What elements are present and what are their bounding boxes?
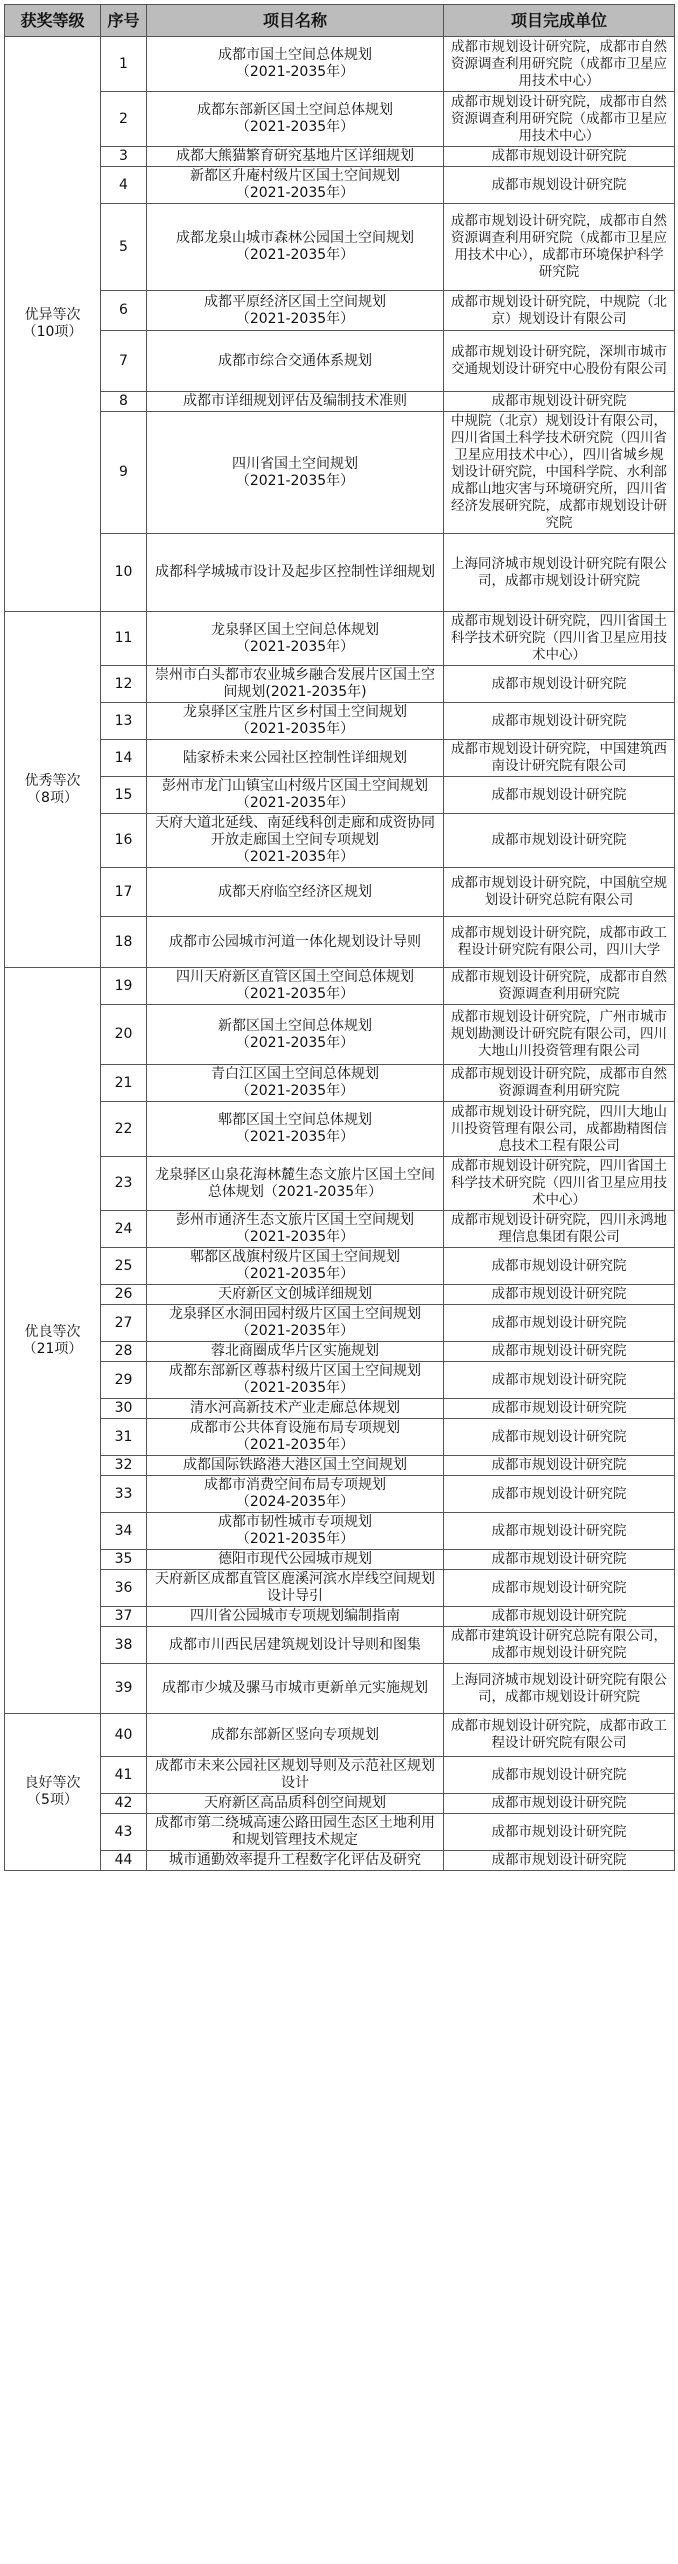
unit-cell: 成都市规划设计研究院，广州市城市规划勘测设计研究院有限公司，四川大地山川投资管理有限公司 <box>444 1005 675 1065</box>
grade-cell: 优良等次 （21项） <box>5 968 101 1714</box>
number-cell: 33 <box>101 1476 147 1513</box>
number-cell: 22 <box>101 1102 147 1157</box>
number-cell: 5 <box>101 204 147 291</box>
project-name-cell: 成都天府临空经济区规划 <box>147 868 444 917</box>
table-row <box>5 204 675 291</box>
table-row <box>5 1305 675 1342</box>
grade-cell: 良好等次 （5项） <box>5 1714 101 1871</box>
table-row <box>5 1794 675 1814</box>
table-row <box>5 331 675 392</box>
project-name-cell: 彭州市龙门山镇宝山村级片区国土空间规划（2021-2035年） <box>147 777 444 814</box>
unit-cell: 成都市规划设计研究院 <box>444 1794 675 1814</box>
project-name-cell: 成都东部新区国土空间总体规划 （2021-2035年） <box>147 92 444 147</box>
project-name-cell: 成都科学城城市设计及起步区控制性详细规划 <box>147 534 444 612</box>
number-cell: 13 <box>101 703 147 740</box>
table-row <box>5 412 675 534</box>
table-row <box>5 37 675 92</box>
table-row <box>5 1607 675 1627</box>
unit-cell: 成都市规划设计研究院，成都市政工程设计研究院有限公司 <box>444 1714 675 1757</box>
number-cell: 34 <box>101 1513 147 1550</box>
number-cell: 41 <box>101 1757 147 1794</box>
number-cell: 21 <box>101 1065 147 1102</box>
unit-cell: 成都市规划设计研究院 <box>444 1399 675 1419</box>
project-name-cell: 成都东部新区尊恭村级片区国土空间规划 （2021-2035年） <box>147 1362 444 1399</box>
number-cell: 43 <box>101 1814 147 1851</box>
project-name-cell: 新都区国土空间总体规划 （2021-2035年） <box>147 1005 444 1065</box>
unit-cell: 成都市规划设计研究院 <box>444 814 675 868</box>
table-row <box>5 814 675 868</box>
project-name-cell: 龙泉驿区宝胜片区乡村国土空间规划 （2021-2035年） <box>147 703 444 740</box>
table-row <box>5 1362 675 1399</box>
project-name-cell: 蓉北商圈成华片区实施规划 <box>147 1342 444 1362</box>
project-name-cell: 四川天府新区直管区国土空间总体规划 （2021-2035年） <box>147 968 444 1005</box>
project-name-cell: 成都市详细规划评估及编制技术准则 <box>147 392 444 412</box>
table-row <box>5 147 675 167</box>
unit-cell: 成都市规划设计研究院 <box>444 1814 675 1851</box>
table-row <box>5 1476 675 1513</box>
number-cell: 42 <box>101 1794 147 1814</box>
table-row <box>5 167 675 204</box>
number-cell: 7 <box>101 331 147 392</box>
project-name-cell: 成都东部新区竖向专项规划 <box>147 1714 444 1757</box>
unit-cell: 成都市规划设计研究院，成都市自然资源调查利用研究院（成都市卫星应用技术中心） <box>444 37 675 92</box>
unit-cell: 成都市规划设计研究院，四川永鸿地理信息集团有限公司 <box>444 1211 675 1248</box>
table-row <box>5 1570 675 1607</box>
number-cell: 6 <box>101 291 147 331</box>
table-row <box>5 917 675 968</box>
table-row <box>5 1714 675 1757</box>
table-row <box>5 1342 675 1362</box>
project-name-cell: 成都市国土空间总体规划 （2021-2035年） <box>147 37 444 92</box>
table-row <box>5 666 675 703</box>
table-row <box>5 703 675 740</box>
number-cell: 26 <box>101 1285 147 1305</box>
unit-cell: 成都市规划设计研究院 <box>444 1851 675 1871</box>
unit-cell: 成都市规划设计研究院 <box>444 1476 675 1513</box>
awards-table <box>4 4 675 1871</box>
table-row <box>5 1513 675 1550</box>
number-cell: 8 <box>101 392 147 412</box>
number-cell: 15 <box>101 777 147 814</box>
number-cell: 30 <box>101 1399 147 1419</box>
number-cell: 20 <box>101 1005 147 1065</box>
unit-cell: 成都市规划设计研究院 <box>444 1456 675 1476</box>
project-name-cell: 天府大道北延线、南延线科创走廊和成资协同开放走廊国土空间专项规划 （2021-2035年） <box>147 814 444 868</box>
number-cell: 36 <box>101 1570 147 1607</box>
project-name-cell: 龙泉驿区山泉花海林麓生态文旅片区国土空间总体规划（2021-2035年） <box>147 1157 444 1211</box>
project-name-cell: 龙泉驿区国土空间总体规划 （2021-2035年） <box>147 612 444 666</box>
table-row <box>5 868 675 917</box>
unit-cell: 成都市规划设计研究院，成都市自然资源调查利用研究院（成都市卫星应用技术中心），成都市环境保护科学研究院 <box>444 204 675 291</box>
unit-cell: 成都市规划设计研究院 <box>444 777 675 814</box>
project-name-cell: 郫都区国土空间总体规划 （2021-2035年） <box>147 1102 444 1157</box>
number-cell: 4 <box>101 167 147 204</box>
unit-cell: 成都市规划设计研究院 <box>444 1362 675 1399</box>
header-unit: 项目完成单位 <box>444 5 675 37</box>
unit-cell: 成都市规划设计研究院 <box>444 1248 675 1285</box>
table-row <box>5 968 675 1005</box>
number-cell: 25 <box>101 1248 147 1285</box>
unit-cell: 成都市规划设计研究院 <box>444 147 675 167</box>
project-name-cell: 成都市消费空间布局专项规划 （2024-2035年） <box>147 1476 444 1513</box>
number-cell: 28 <box>101 1342 147 1362</box>
unit-cell: 成都市规划设计研究院 <box>444 1305 675 1342</box>
table-row <box>5 1550 675 1570</box>
number-cell: 31 <box>101 1419 147 1456</box>
project-name-cell: 成都市未来公园社区规划导则及示范社区规划设计 <box>147 1757 444 1794</box>
number-cell: 11 <box>101 612 147 666</box>
number-cell: 16 <box>101 814 147 868</box>
project-name-cell: 清水河高新技术产业走廊总体规划 <box>147 1399 444 1419</box>
unit-cell: 成都市规划设计研究院 <box>444 392 675 412</box>
table-row <box>5 777 675 814</box>
number-cell: 2 <box>101 92 147 147</box>
unit-cell: 成都市规划设计研究院，四川省国土科学技术研究院（四川省卫星应用技术中心） <box>444 1157 675 1211</box>
project-name-cell: 郫都区战旗村级片区国土空间规划 （2021-2035年） <box>147 1248 444 1285</box>
project-name-cell: 城市通勤效率提升工程数字化评估及研究 <box>147 1851 444 1871</box>
project-name-cell: 成都市川西民居建筑规划设计导则和图集 <box>147 1627 444 1664</box>
table-row <box>5 392 675 412</box>
unit-cell: 成都市规划设计研究院，成都市自然资源调查利用研究院 <box>444 968 675 1005</box>
number-cell: 1 <box>101 37 147 92</box>
header-grade: 获奖等级 <box>5 5 101 37</box>
number-cell: 32 <box>101 1456 147 1476</box>
award-body <box>5 37 675 1871</box>
unit-cell: 成都市建筑设计研究总院有限公司，成都市规划设计研究院 <box>444 1627 675 1664</box>
unit-cell: 成都市规划设计研究院，成都市自然资源调查利用研究院 <box>444 1065 675 1102</box>
project-name-cell: 成都市公共体育设施布局专项规划 （2021-2035年） <box>147 1419 444 1456</box>
table-row <box>5 1248 675 1285</box>
table-row <box>5 1065 675 1102</box>
project-name-cell: 新都区升庵村级片区国土空间规划 （2021-2035年） <box>147 167 444 204</box>
number-cell: 24 <box>101 1211 147 1248</box>
unit-cell: 成都市规划设计研究院 <box>444 1342 675 1362</box>
table-row <box>5 1102 675 1157</box>
project-name-cell: 天府新区高品质科创空间规划 <box>147 1794 444 1814</box>
unit-cell: 成都市规划设计研究院 <box>444 1419 675 1456</box>
unit-cell: 成都市规划设计研究院，深圳市城市交通规划设计研究中心股份有限公司 <box>444 331 675 392</box>
table-row <box>5 1399 675 1419</box>
unit-cell: 中规院（北京）规划设计有限公司，四川省国土科学技术研究院（四川省卫星应用技术中心），四川省城乡规划设计研究院，中国科学院、水利部成都山地灾害与环境研究所，四川省经济发展研究院，成都市规划设计研究院 <box>444 412 675 534</box>
unit-cell: 成都市规划设计研究院，成都市自然资源调查利用研究院（成都市卫星应用技术中心） <box>444 92 675 147</box>
unit-cell: 成都市规划设计研究院 <box>444 666 675 703</box>
grade-cell: 优异等次 （10项） <box>5 37 101 612</box>
project-name-cell: 德阳市现代公园城市规划 <box>147 1550 444 1570</box>
project-name-cell: 彭州市通济生态文旅片区国土空间规划 （2021-2035年） <box>147 1211 444 1248</box>
table-row <box>5 534 675 612</box>
project-name-cell: 成都大熊猫繁育研究基地片区详细规划 <box>147 147 444 167</box>
table-row <box>5 1157 675 1211</box>
number-cell: 38 <box>101 1627 147 1664</box>
unit-cell: 成都市规划设计研究院 <box>444 1570 675 1607</box>
unit-cell: 成都市规划设计研究院 <box>444 1285 675 1305</box>
project-name-cell: 成都国际铁路港大港区国土空间规划 <box>147 1456 444 1476</box>
number-cell: 10 <box>101 534 147 612</box>
project-name-cell: 成都市韧性城市专项规划 （2021-2035年） <box>147 1513 444 1550</box>
header-no: 序号 <box>101 5 147 37</box>
number-cell: 35 <box>101 1550 147 1570</box>
grade-cell: 优秀等次 （8项） <box>5 612 101 968</box>
unit-cell: 成都市规划设计研究院，中国航空规划设计研究总院有限公司 <box>444 868 675 917</box>
unit-cell: 成都市规划设计研究院 <box>444 1550 675 1570</box>
unit-cell: 成都市规划设计研究院 <box>444 167 675 204</box>
header-row <box>5 5 675 37</box>
unit-cell: 成都市规划设计研究院，中规院（北京）规划设计有限公司 <box>444 291 675 331</box>
project-name-cell: 成都市综合交通体系规划 <box>147 331 444 392</box>
header-name: 项目名称 <box>147 5 444 37</box>
project-name-cell: 龙泉驿区水洞田园村级片区国土空间规划 （2021-2035年） <box>147 1305 444 1342</box>
table-row <box>5 92 675 147</box>
table-row <box>5 1814 675 1851</box>
project-name-cell: 四川省公园城市专项规划编制指南 <box>147 1607 444 1627</box>
project-name-cell: 成都市少城及骡马市城市更新单元实施规划 <box>147 1664 444 1714</box>
unit-cell: 成都市规划设计研究院，中国建筑西南设计研究院有限公司 <box>444 740 675 777</box>
unit-cell: 成都市规划设计研究院，四川大地山川投资管理有限公司，成都勘精图信息技术工程有限公司 <box>444 1102 675 1157</box>
unit-cell: 成都市规划设计研究院 <box>444 1757 675 1794</box>
project-name-cell: 青白江区国土空间总体规划 （2021-2035年） <box>147 1065 444 1102</box>
table-row <box>5 1456 675 1476</box>
number-cell: 39 <box>101 1664 147 1714</box>
unit-cell: 上海同济城市规划设计研究院有限公司，成都市规划设计研究院 <box>444 534 675 612</box>
unit-cell: 成都市规划设计研究院，四川省国土科学技术研究院（四川省卫星应用技术中心） <box>444 612 675 666</box>
project-name-cell: 天府新区文创城详细规划 <box>147 1285 444 1305</box>
table-row <box>5 1419 675 1456</box>
table-row <box>5 612 675 666</box>
number-cell: 17 <box>101 868 147 917</box>
project-name-cell: 天府新区成都直管区鹿溪河滨水岸线空间规划设计导引 <box>147 1570 444 1607</box>
table-row <box>5 1664 675 1714</box>
unit-cell: 上海同济城市规划设计研究院有限公司，成都市规划设计研究院 <box>444 1664 675 1714</box>
number-cell: 9 <box>101 412 147 534</box>
unit-cell: 成都市规划设计研究院 <box>444 703 675 740</box>
project-name-cell: 成都市公园城市河道一体化规划设计导则 <box>147 917 444 968</box>
table-row <box>5 1627 675 1664</box>
number-cell: 19 <box>101 968 147 1005</box>
number-cell: 14 <box>101 740 147 777</box>
unit-cell: 成都市规划设计研究院 <box>444 1513 675 1550</box>
number-cell: 18 <box>101 917 147 968</box>
project-name-cell: 成都龙泉山城市森林公园国土空间规划 （2021-2035年） <box>147 204 444 291</box>
unit-cell: 成都市规划设计研究院，成都市政工程设计研究院有限公司，四川大学 <box>444 917 675 968</box>
number-cell: 12 <box>101 666 147 703</box>
table-row <box>5 740 675 777</box>
table-row <box>5 1211 675 1248</box>
unit-cell: 成都市规划设计研究院 <box>444 1607 675 1627</box>
table-row <box>5 291 675 331</box>
number-cell: 37 <box>101 1607 147 1627</box>
number-cell: 27 <box>101 1305 147 1342</box>
table-row <box>5 1005 675 1065</box>
project-name-cell: 陆家桥未来公园社区控制性详细规划 <box>147 740 444 777</box>
number-cell: 23 <box>101 1157 147 1211</box>
number-cell: 3 <box>101 147 147 167</box>
table-row <box>5 1851 675 1871</box>
project-name-cell: 崇州市白头都市农业城乡融合发展片区国土空间规划(2021-2035年) <box>147 666 444 703</box>
project-name-cell: 四川省国土空间规划 （2021-2035年） <box>147 412 444 534</box>
table-row <box>5 1285 675 1305</box>
project-name-cell: 成都市第二绕城高速公路田园生态区土地利用和规划管理技术规定 <box>147 1814 444 1851</box>
project-name-cell: 成都平原经济区国土空间规划 （2021-2035年） <box>147 291 444 331</box>
number-cell: 40 <box>101 1714 147 1757</box>
number-cell: 44 <box>101 1851 147 1871</box>
number-cell: 29 <box>101 1362 147 1399</box>
table-row <box>5 1757 675 1794</box>
